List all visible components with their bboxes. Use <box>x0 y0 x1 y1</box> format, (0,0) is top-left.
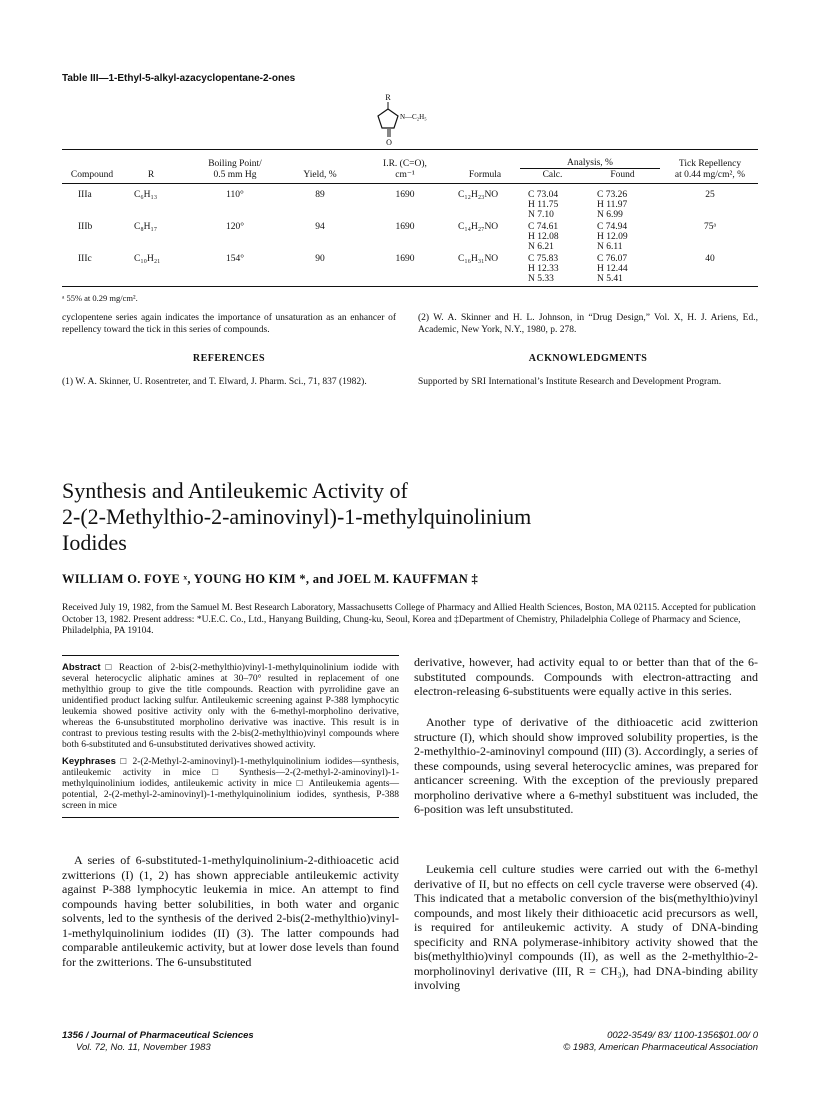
cell-tick: 75ᵃ <box>703 222 717 232</box>
cell-ir: 1690 <box>395 254 415 264</box>
code-line-2: © 1983, American Pharmaceutical Association <box>563 1041 758 1053</box>
structure-o-label: O <box>386 138 392 147</box>
cell-found: C 73.26 H 11.97 N 6.99 <box>597 190 628 220</box>
cell-tick: 25 <box>705 190 715 200</box>
header-r: R <box>147 170 155 180</box>
header-formula: Formula <box>468 170 502 180</box>
body-paragraph-right-1: derivative, however, had activity equal to or better than that of the 6-substituted compounds. Compounds with electron-attracting and electron-releasing 6-substituents were equally active in this series. <box>414 655 758 698</box>
acknowledgments-text: Supported by SRI International’s Institute Research and Development Program. <box>418 377 722 387</box>
cell-calc: C 75.83 H 12.33 N 5.33 <box>528 254 559 284</box>
journal-line-2: Vol. 72, No. 11, November 1983 <box>76 1041 211 1053</box>
cell-bp: 120° <box>225 222 245 232</box>
abstract <box>62 662 399 751</box>
abstract-text: □ Reaction of 2-bis(2-methylthio)vinyl-1-methylquinolinium iodide with several heterocyclic aliphatic amines at 30–70° resulted in replacement of one methylthio group to give the title compounds. Reaction with pyrrolidine gave an unidentified product lacking sulfur. Antileukemic screening against P-388 lymphocytic leukemia showed positive activity only with the 6-methyl-morpholino derivative, whereas the 6-unsubstituted morpholino derivative was inactive. This result is in contrast to previous testing results with the 2-bis(2-methylthio)vinyl compounds where both 6-substituted and 6-unsubstituted derivatives showed activity. <box>62 663 399 750</box>
header-compound: Compound <box>70 170 114 180</box>
abstract-box <box>62 655 399 818</box>
header-boiling-point: Boiling Point/ 0.5 mm Hg <box>208 159 262 180</box>
cell-bp: 110° <box>226 190 244 200</box>
cell-tick: 40 <box>705 254 715 264</box>
keyphrases-label: Keyphrases <box>62 756 116 767</box>
table-title: Table III—1-Ethyl-5-alkyl-azacyclopentane-2-ones <box>62 73 296 84</box>
copyright-footer <box>520 1030 758 1053</box>
cell-yield: 89 <box>315 190 325 200</box>
cell-yield: 94 <box>315 222 325 232</box>
table-header-rule <box>62 183 758 184</box>
header-analysis: Analysis, % <box>567 158 613 168</box>
article-title: Synthesis and Antileukemic Activity of 2-(2-Methylthio-2-aminovinyl)-1-methylquinolinium Iodides <box>62 478 532 555</box>
cell-ir: 1690 <box>395 190 415 200</box>
cell-compound: IIIb <box>78 222 93 232</box>
cell-calc: C 74.61 H 12.08 N 6.21 <box>528 222 559 252</box>
received-line: Received July 19, 1982, from the Samuel M. Best Research Laboratory, Massachusetts College of Pharmacy and Allied Health Sciences, Boston, MA 02115. Accepted for publication October 13, 1982. Present address: *U.E.C. Co., Ltd., Hanyang Building, Chung-ku, Seoul, Korea and ‡Department of Chemistry, Philadelphia College of Pharmacy and Science, Philadelphia, PA 19104. <box>62 603 756 636</box>
cell-formula: C₁₂H₂₃NO <box>458 190 499 200</box>
keyphrases-text: □ 2-(2-Methyl-2-aminovinyl)-1-methylquinolinium iodides—synthesis, antileukemic activity in mice □ Synthesis—2-(2-methyl-2-aminovinyl)-1-methylquinolinium iodides, antileukemic activity in mice □ Antileukemia agents—potential, 2-(2-methyl-2-aminovinyl)-1-methylquinolinium iodides, synthesis, P-388 screen in mice <box>62 757 399 811</box>
cell-ir: 1690 <box>395 222 415 232</box>
references-heading: REFERENCES <box>192 353 266 364</box>
structure-n-label: N—C₂H₅ <box>400 113 427 121</box>
header-yield: Yield, % <box>303 170 337 180</box>
table-top-rule <box>62 149 758 150</box>
acknowledgments-heading: ACKNOWLEDGMENTS <box>528 353 648 364</box>
cell-yield: 90 <box>315 254 325 264</box>
cell-compound: IIIc <box>78 254 92 264</box>
journal-line-1: 1356 / Journal of Pharmaceutical Sciences <box>62 1030 254 1041</box>
keyphrases <box>62 756 399 812</box>
cell-found: C 76.07 H 12.44 N 5.41 <box>597 254 628 284</box>
lactam-structure-diagram <box>360 92 444 148</box>
header-ir: I.R. (C=O), cm⁻¹ <box>383 159 427 180</box>
cell-calc: C 73.04 H 11.75 N 7.10 <box>528 190 559 220</box>
cell-r: C₈H₁₇ <box>134 222 158 232</box>
reference-1: (1) W. A. Skinner, U. Rosentreter, and T. Elward, J. Pharm. Sci., 71, 837 (1982). <box>62 377 367 387</box>
structure-r-label: R <box>385 93 391 102</box>
header-found: Found <box>610 170 635 180</box>
cell-r: C₆H₁₃ <box>134 190 158 200</box>
table-footnote: ᵃ 55% at 0.29 mg/cm². <box>62 293 138 303</box>
header-tick-repellency: Tick Repellency at 0.44 mg/cm², % <box>674 159 746 180</box>
journal-footer <box>62 1030 254 1053</box>
body-paragraph-right-2: Another type of derivative of the dithioacetic acid zwitterion structure (I), which should show improved solubility properties, is the 2-methylthio-2-aminovinyl compound (III) (3). Accordingly, a series of these compounds, using several heterocyclic amines, was prepared for anticancer screening. With the exception of the previously prepared morpholino derivative where a 6-methyl substituent was included, the 6-position was left unsubstituted. <box>414 715 758 816</box>
code-line-1: 0022-3549/ 83/ 1100-1356$01.00/ 0 <box>607 1030 758 1041</box>
header-calc: Calc. <box>542 170 563 180</box>
body-paragraph-left: A series of 6-substituted-1-methylquinolinium-2-dithioacetic acid zwitterions (I) (1, 2) has shown appreciable antileukemic activity against P-388 lymphocytic leukemia in mice. An attempt to find compounds having better solubilities, in both water and organic solvents, led to the synthesis of the derived 2-bis(2-methylthio)vinyl-1-methylquinolinium iodides (II) (3). The latter compounds had comparable antileukemic activity, but at lower dose levels than found for the zwitterions. The 6-unsubstituted <box>62 853 399 969</box>
cell-bp: 154° <box>225 254 245 264</box>
body-paragraph-right-3: Leukemia cell culture studies were carried out with the 6-methyl derivative of II, but no effects on cell cycle traverse were observed (4). This indicated that a metabolic conversion of the bis(methylthio)vinyl compounds, and most likely their dithioacetic acid precursors as well, is required for antileukemic activity. A study of DNA-binding specificity and RNA polymerase-inhibitory activity showed that the bis(methylthio)vinyl compounds (II), as well as the 2-methylthio-2-morpholinovinyl derivative (III, R = CH₃), had DNA-binding ability involving <box>414 862 758 992</box>
cell-found: C 74.94 H 12.09 N 6.11 <box>597 222 628 252</box>
reference-2: (2) W. A. Skinner and H. L. Johnson, in “Drug Design,” Vol. X, H. J. Ariens, Ed., Academic, New York, N.Y., 1980, p. 278. <box>418 313 758 335</box>
prev-article-conclusion: cyclopentene series again indicates the importance of unsaturation as an enhancer of repellency toward the tick in this series of compounds. <box>62 313 396 335</box>
cell-formula: C₁₆H₃₁NO <box>458 254 499 264</box>
cell-r: C₁₀H₂₁ <box>134 254 161 264</box>
cell-compound: IIIa <box>78 190 92 200</box>
abstract-label: Abstract <box>62 662 101 673</box>
article-authors: WILLIAM O. FOYE ˣ, YOUNG HO KIM *, and JOEL M. KAUFFMAN ‡ <box>62 572 479 586</box>
cell-formula: C₁₄H₂₇NO <box>458 222 499 232</box>
table-bottom-rule <box>62 286 758 287</box>
